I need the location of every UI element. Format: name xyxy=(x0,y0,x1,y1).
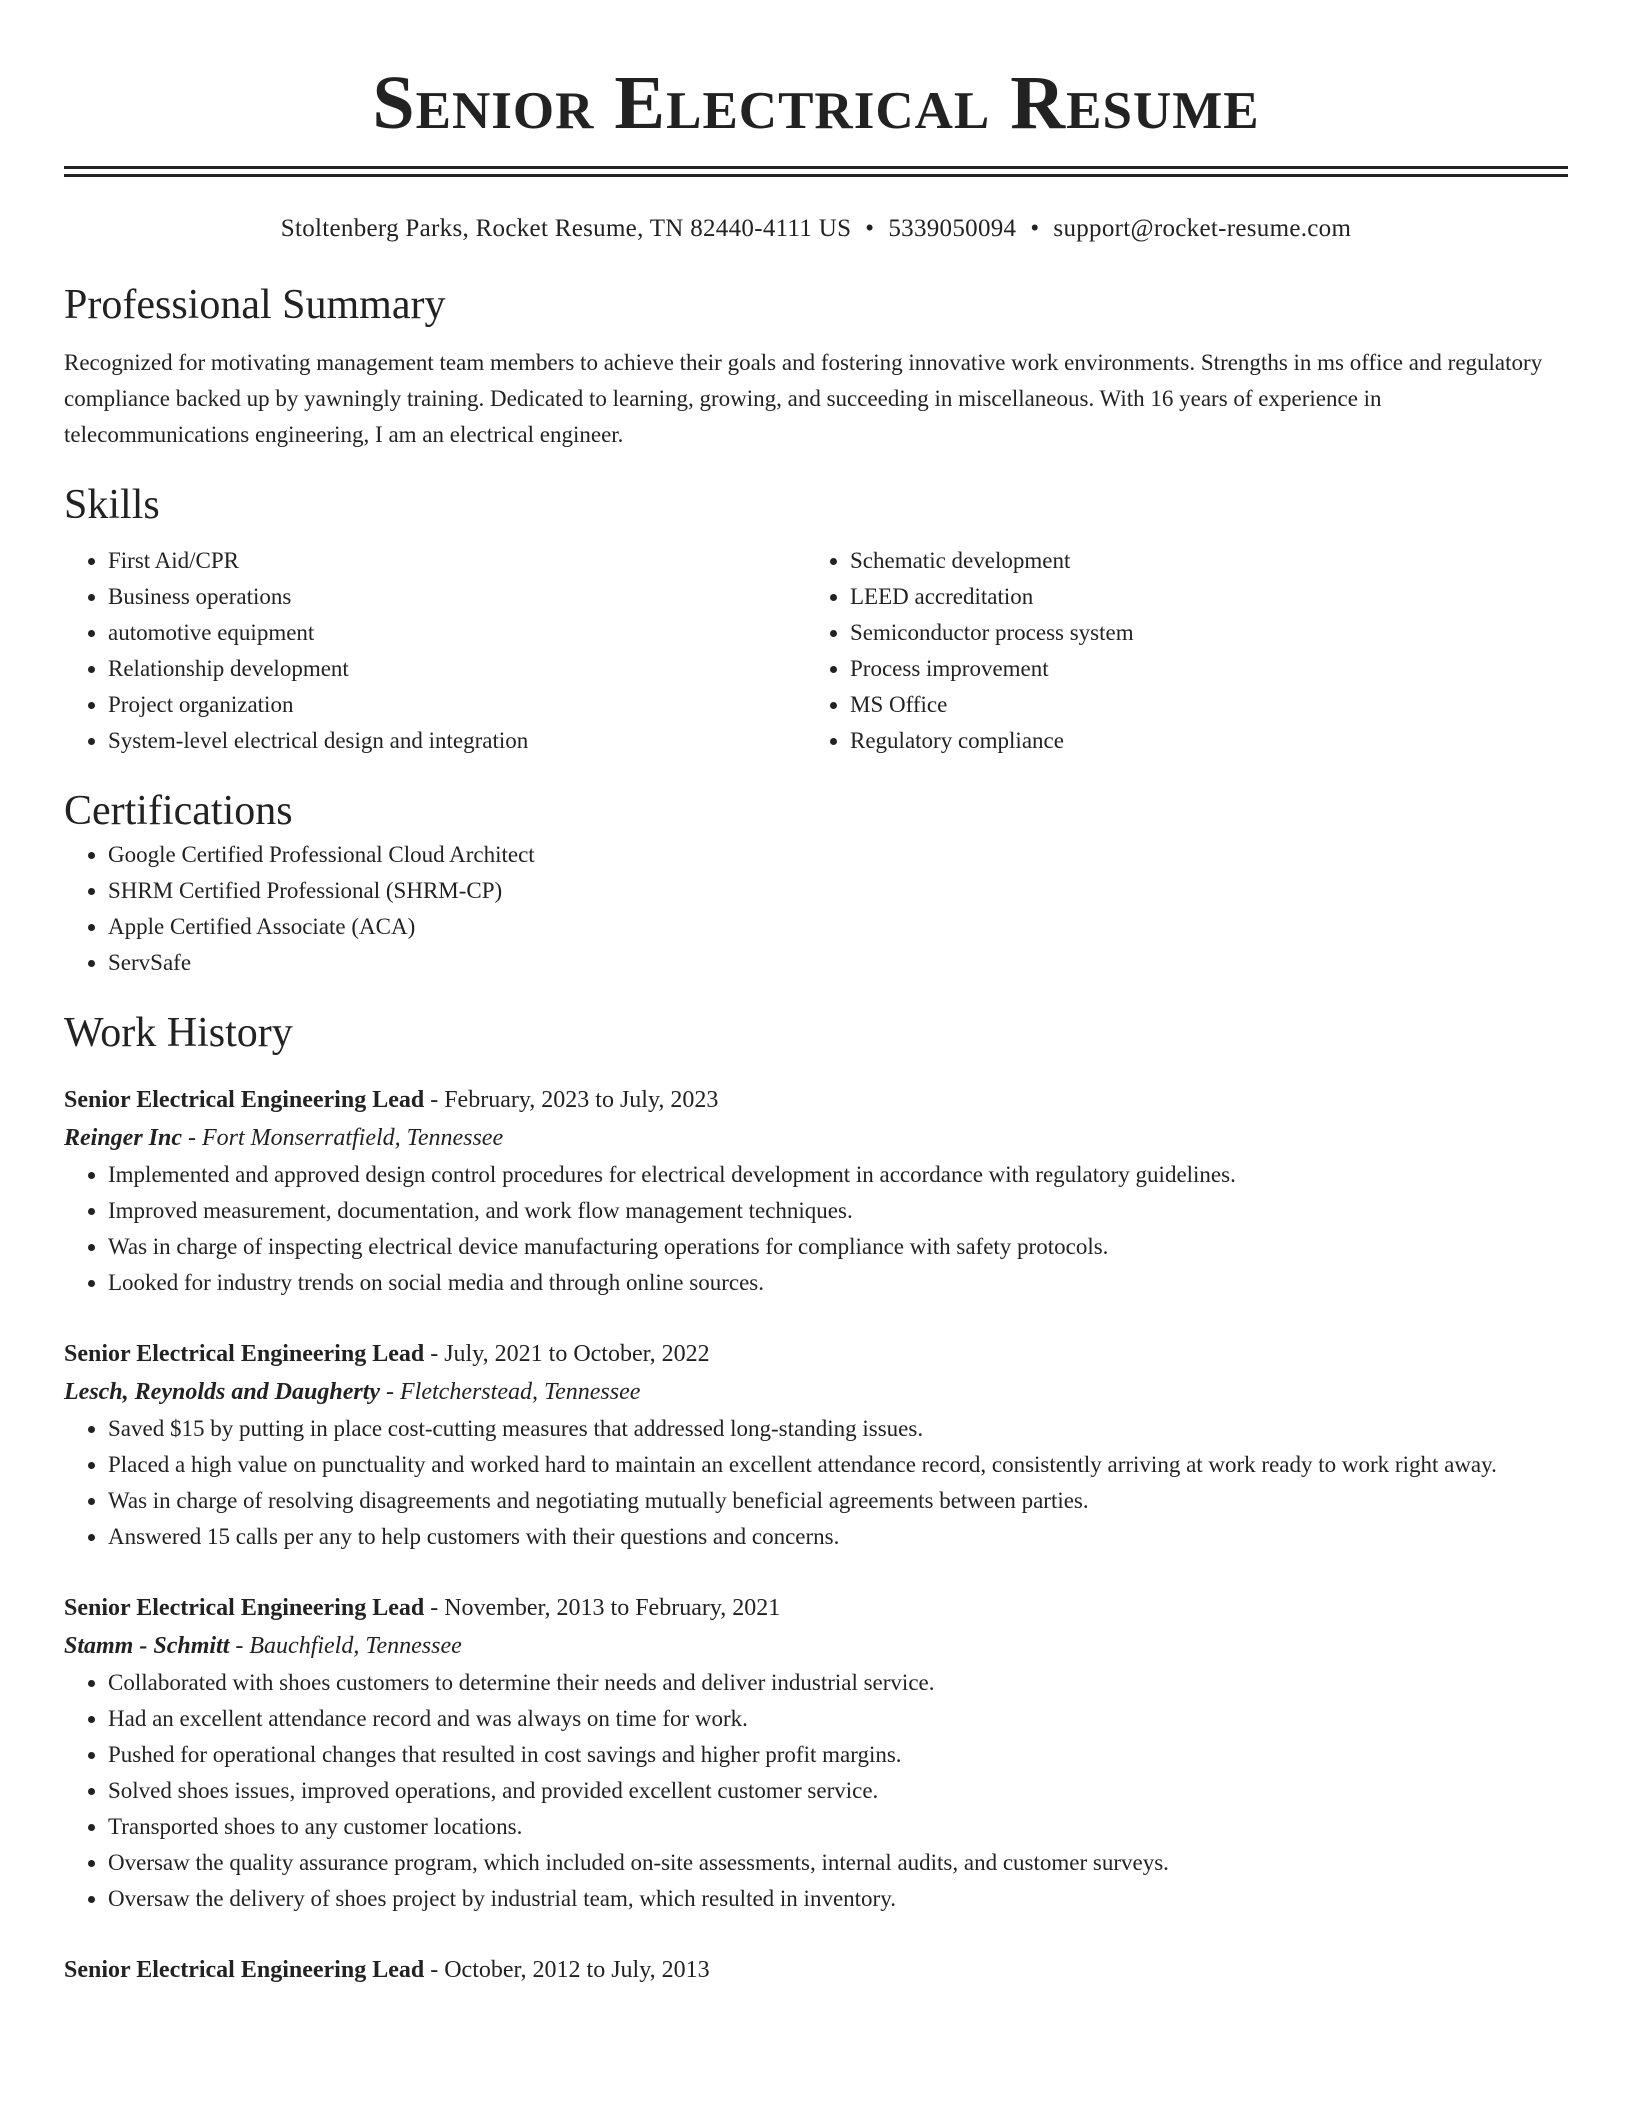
skill-item: • Relationship development xyxy=(108,651,806,687)
job-duty: • Improved measurement, documentation, and work flow management techniques. xyxy=(108,1193,1568,1229)
job-duty: • Had an excellent attendance record and was always on time for work. xyxy=(108,1701,1568,1737)
skill-item: • LEED accreditation xyxy=(850,579,1548,615)
job-dates: July, 2021 to October, 2022 xyxy=(444,1341,710,1367)
job-dash: - xyxy=(424,1341,445,1367)
job-duty: • Collaborated with shoes customers to determine their needs and deliver industrial service. xyxy=(108,1665,1568,1701)
resume-title: Senior Electrical Resume xyxy=(372,61,1260,145)
job-dates: October, 2012 to July, 2013 xyxy=(444,1957,710,1983)
job-duty: • Answered 15 calls per any to help customers with their questions and concerns. xyxy=(108,1519,1568,1555)
job-duty: • Pushed for operational changes that resulted in cost savings and higher profit margins. xyxy=(108,1737,1568,1773)
job-dates: November, 2013 to February, 2021 xyxy=(444,1595,781,1621)
job-company-line xyxy=(64,1373,1568,1411)
job-company-line xyxy=(64,1627,1568,1665)
work-history-heading: Work History xyxy=(64,1010,293,1056)
job-location: Bauchfield, Tennessee xyxy=(249,1633,462,1659)
resume-page xyxy=(64,0,1568,1989)
job-title: Senior Electrical Engineering Lead xyxy=(64,1341,425,1367)
job-company: Lesch, Reynolds and Daugherty xyxy=(64,1379,381,1405)
skills-list-right xyxy=(806,543,1548,759)
skill-item: • Schematic development xyxy=(850,543,1548,579)
certification-item: • Google Certified Professional Cloud Architect xyxy=(108,837,1568,873)
contact-email[interactable]: support@rocket-resume.com xyxy=(1053,215,1352,242)
job-dash: - xyxy=(424,1957,445,1983)
contact-phone: 5339050094 xyxy=(888,215,1017,242)
certification-item: • SHRM Certified Professional (SHRM-CP) xyxy=(108,873,1568,909)
job-duty: • Oversaw the delivery of shoes project by industrial team, which resulted in inventory. xyxy=(108,1881,1568,1917)
contact-address: Stoltenberg Parks, Rocket Resume, TN 82440-4111 US xyxy=(280,215,852,242)
job-location: Fort Monserratfield, Tennessee xyxy=(202,1125,504,1151)
skill-item: • First Aid/CPR xyxy=(108,543,806,579)
title-double-rule xyxy=(64,166,1568,177)
job-dash: - xyxy=(424,1087,445,1113)
job-title-line xyxy=(64,1951,1568,1989)
certification-item: • ServSafe xyxy=(108,945,1568,981)
job-company-line xyxy=(64,1119,1568,1157)
job-duty: • Transported shoes to any customer locations. xyxy=(108,1809,1568,1845)
job-title-line xyxy=(64,1081,1568,1119)
job-duty: • Looked for industry trends on social media and through online sources. xyxy=(108,1265,1568,1301)
job-company: Stamm - Schmitt xyxy=(64,1633,230,1659)
job-title: Senior Electrical Engineering Lead xyxy=(64,1595,425,1621)
job-duty: • Oversaw the quality assurance program, which included on-site assessments, internal audits, and customer surveys. xyxy=(108,1845,1568,1881)
job-entry xyxy=(64,1335,1568,1555)
job-duty: • Was in charge of resolving disagreements and negotiating mutually beneficial agreements between parties. xyxy=(108,1483,1568,1519)
job-dates: February, 2023 to July, 2023 xyxy=(444,1087,719,1113)
skills-columns xyxy=(64,543,1568,759)
job-dash: - xyxy=(424,1595,445,1621)
skills-column-right xyxy=(806,543,1548,759)
contact-separator: • xyxy=(865,215,875,242)
job-dash: - xyxy=(229,1633,250,1659)
skill-item: • automotive equipment xyxy=(108,615,806,651)
job-dash: - xyxy=(380,1379,401,1405)
job-title: Senior Electrical Engineering Lead xyxy=(64,1087,425,1113)
job-duty: • Was in charge of inspecting electrical device manufacturing operations for compliance with safety protocols. xyxy=(108,1229,1568,1265)
skill-item: • Process improvement xyxy=(850,651,1548,687)
job-duties-list xyxy=(64,1411,1568,1555)
skills-list-left xyxy=(64,543,806,759)
job-entry xyxy=(64,1589,1568,1917)
summary-heading: Professional Summary xyxy=(64,282,446,328)
job-title: Senior Electrical Engineering Lead xyxy=(64,1957,425,1983)
job-duty: • Saved $15 by putting in place cost-cutting measures that addressed long-standing issues. xyxy=(108,1411,1568,1447)
job-duty: • Placed a high value on punctuality and worked hard to maintain an excellent attendance record, consistently arriving at work ready to work right away. xyxy=(108,1447,1568,1483)
skills-column-left xyxy=(64,543,806,759)
skill-item: • System-level electrical design and integration xyxy=(108,723,806,759)
summary-text: Recognized for motivating management team members to achieve their goals and fostering innovative work environments. Strengths in ms office and regulatory compliance backed up by yawningly training. Dedicated to learning, growing, and succeeding in miscellaneous. With 16 years of experience in telecommunications engineering, I am an electrical engineer. xyxy=(64,350,1543,447)
skills-heading: Skills xyxy=(64,482,160,528)
job-dash: - xyxy=(182,1125,203,1151)
contact-separator: • xyxy=(1030,215,1040,242)
job-company: Reinger Inc xyxy=(64,1125,183,1151)
job-entry xyxy=(64,1081,1568,1301)
certifications-list xyxy=(64,837,1568,981)
job-duty: • Solved shoes issues, improved operations, and provided excellent customer service. xyxy=(108,1773,1568,1809)
certifications-heading: Certifications xyxy=(64,788,293,834)
contact-line xyxy=(64,213,1568,245)
certification-item: • Apple Certified Associate (ACA) xyxy=(108,909,1568,945)
job-duty: • Implemented and approved design control procedures for electrical development in accordance with regulatory guidelines. xyxy=(108,1157,1568,1193)
skill-item: • MS Office xyxy=(850,687,1548,723)
job-entry xyxy=(64,1951,1568,1989)
skill-item: • Project organization xyxy=(108,687,806,723)
job-location: Fletcherstead, Tennessee xyxy=(400,1379,641,1405)
job-title-line xyxy=(64,1589,1568,1627)
job-title-line xyxy=(64,1335,1568,1373)
skill-item: • Business operations xyxy=(108,579,806,615)
skill-item: • Semiconductor process system xyxy=(850,615,1548,651)
job-duties-list xyxy=(64,1665,1568,1917)
job-duties-list xyxy=(64,1157,1568,1301)
skill-item: • Regulatory compliance xyxy=(850,723,1548,759)
